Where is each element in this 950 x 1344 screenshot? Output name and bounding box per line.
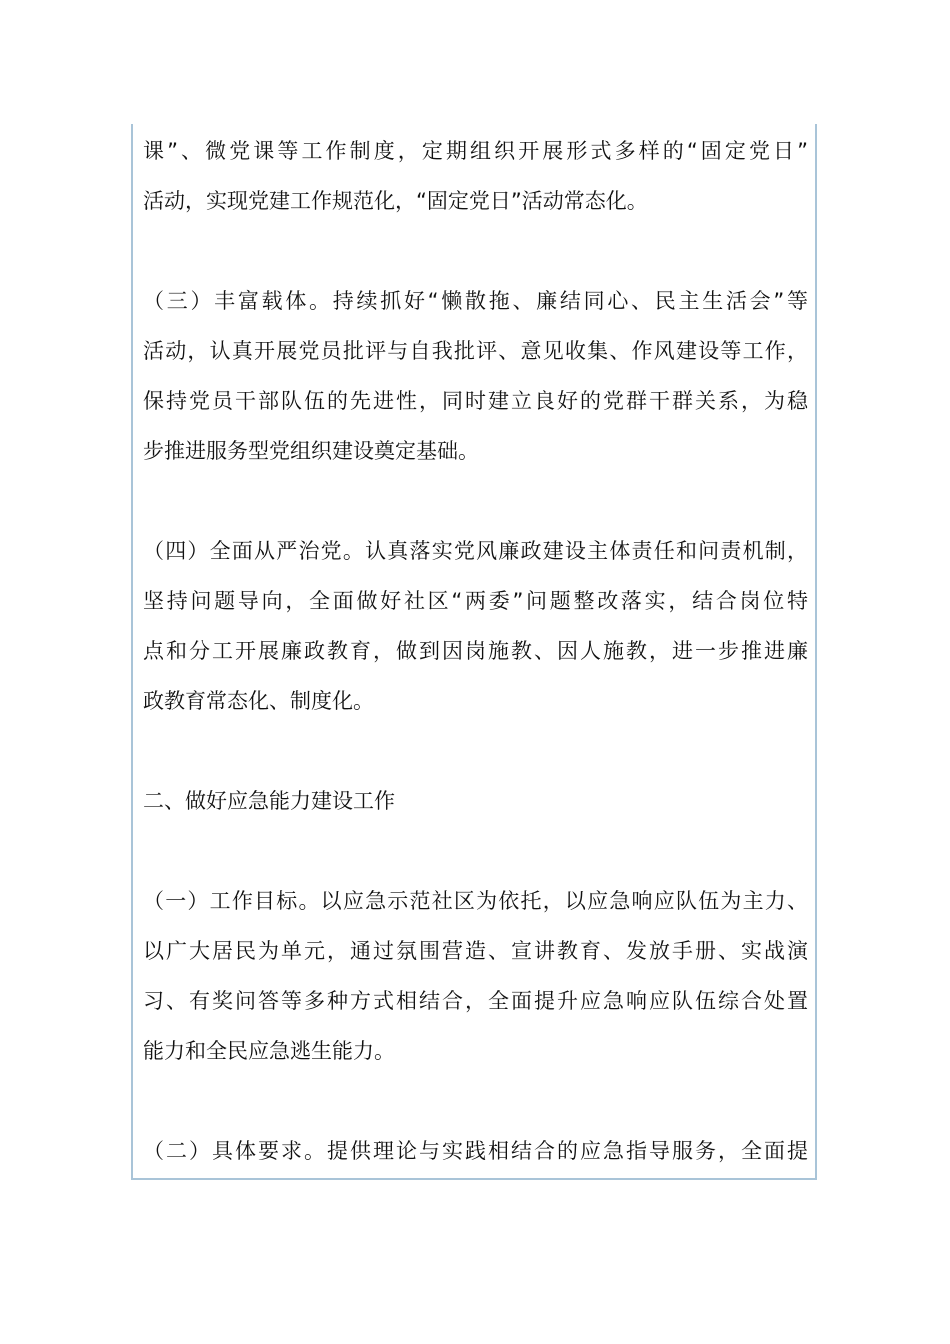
text-line: 坚持问题导向，全面做好社区“两委”问题整改落实，结合岗位特 bbox=[143, 589, 808, 613]
paragraph-gap bbox=[143, 726, 808, 776]
text-line: （一）工作目标。以应急示范社区为依托，以应急响应队伍为主力、 bbox=[143, 889, 808, 913]
text-line: （二）具体要求。提供理论与实践相结合的应急指导服务，全面提 bbox=[143, 1139, 808, 1163]
paragraph-gap bbox=[143, 1076, 808, 1126]
text-line: 活动，认真开展党员批评与自我批评、意见收集、作风建设等工作， bbox=[143, 339, 808, 363]
text-line: （三）丰富载体。持续抓好“懒散拖、廉结同心、民主生活会”等 bbox=[143, 289, 808, 313]
text-line: 保持党员干部队伍的先进性，同时建立良好的党群干群关系，为稳 bbox=[143, 389, 808, 413]
text-line: 习、有奖问答等多种方式相结合，全面提升应急响应队伍综合处置 bbox=[143, 989, 808, 1013]
text-line: 以广大居民为单元，通过氛围营造、宣讲教育、发放手册、实战演 bbox=[143, 939, 808, 963]
text-line: 点和分工开展廉政教育，做到因岗施教、因人施教，进一步推进廉 bbox=[143, 639, 808, 663]
paragraph-gap bbox=[143, 826, 808, 876]
paragraph bbox=[143, 876, 808, 1076]
text-line: 课”、微党课等工作制度，定期组织开展形式多样的“固定党日” bbox=[143, 139, 808, 163]
paragraph bbox=[143, 126, 808, 226]
text-line: 活动，实现党建工作规范化，“固定党日”活动常态化。 bbox=[143, 189, 648, 213]
paragraph bbox=[143, 526, 808, 726]
document-body bbox=[143, 126, 808, 1176]
text-line: （四）全面从严治党。认真落实党风廉政建设主体责任和问责机制， bbox=[143, 539, 808, 563]
section-heading bbox=[143, 776, 808, 826]
paragraph-gap bbox=[143, 226, 808, 276]
paragraph bbox=[143, 1126, 808, 1176]
paragraph bbox=[143, 276, 808, 476]
heading-line: 二、做好应急能力建设工作 bbox=[143, 789, 395, 813]
text-line: 政教育常态化、制度化。 bbox=[143, 689, 374, 713]
text-line: 步推进服务型党组织建设奠定基础。 bbox=[143, 439, 479, 463]
text-line: 能力和全民应急逃生能力。 bbox=[143, 1039, 395, 1063]
paragraph-gap bbox=[143, 476, 808, 526]
